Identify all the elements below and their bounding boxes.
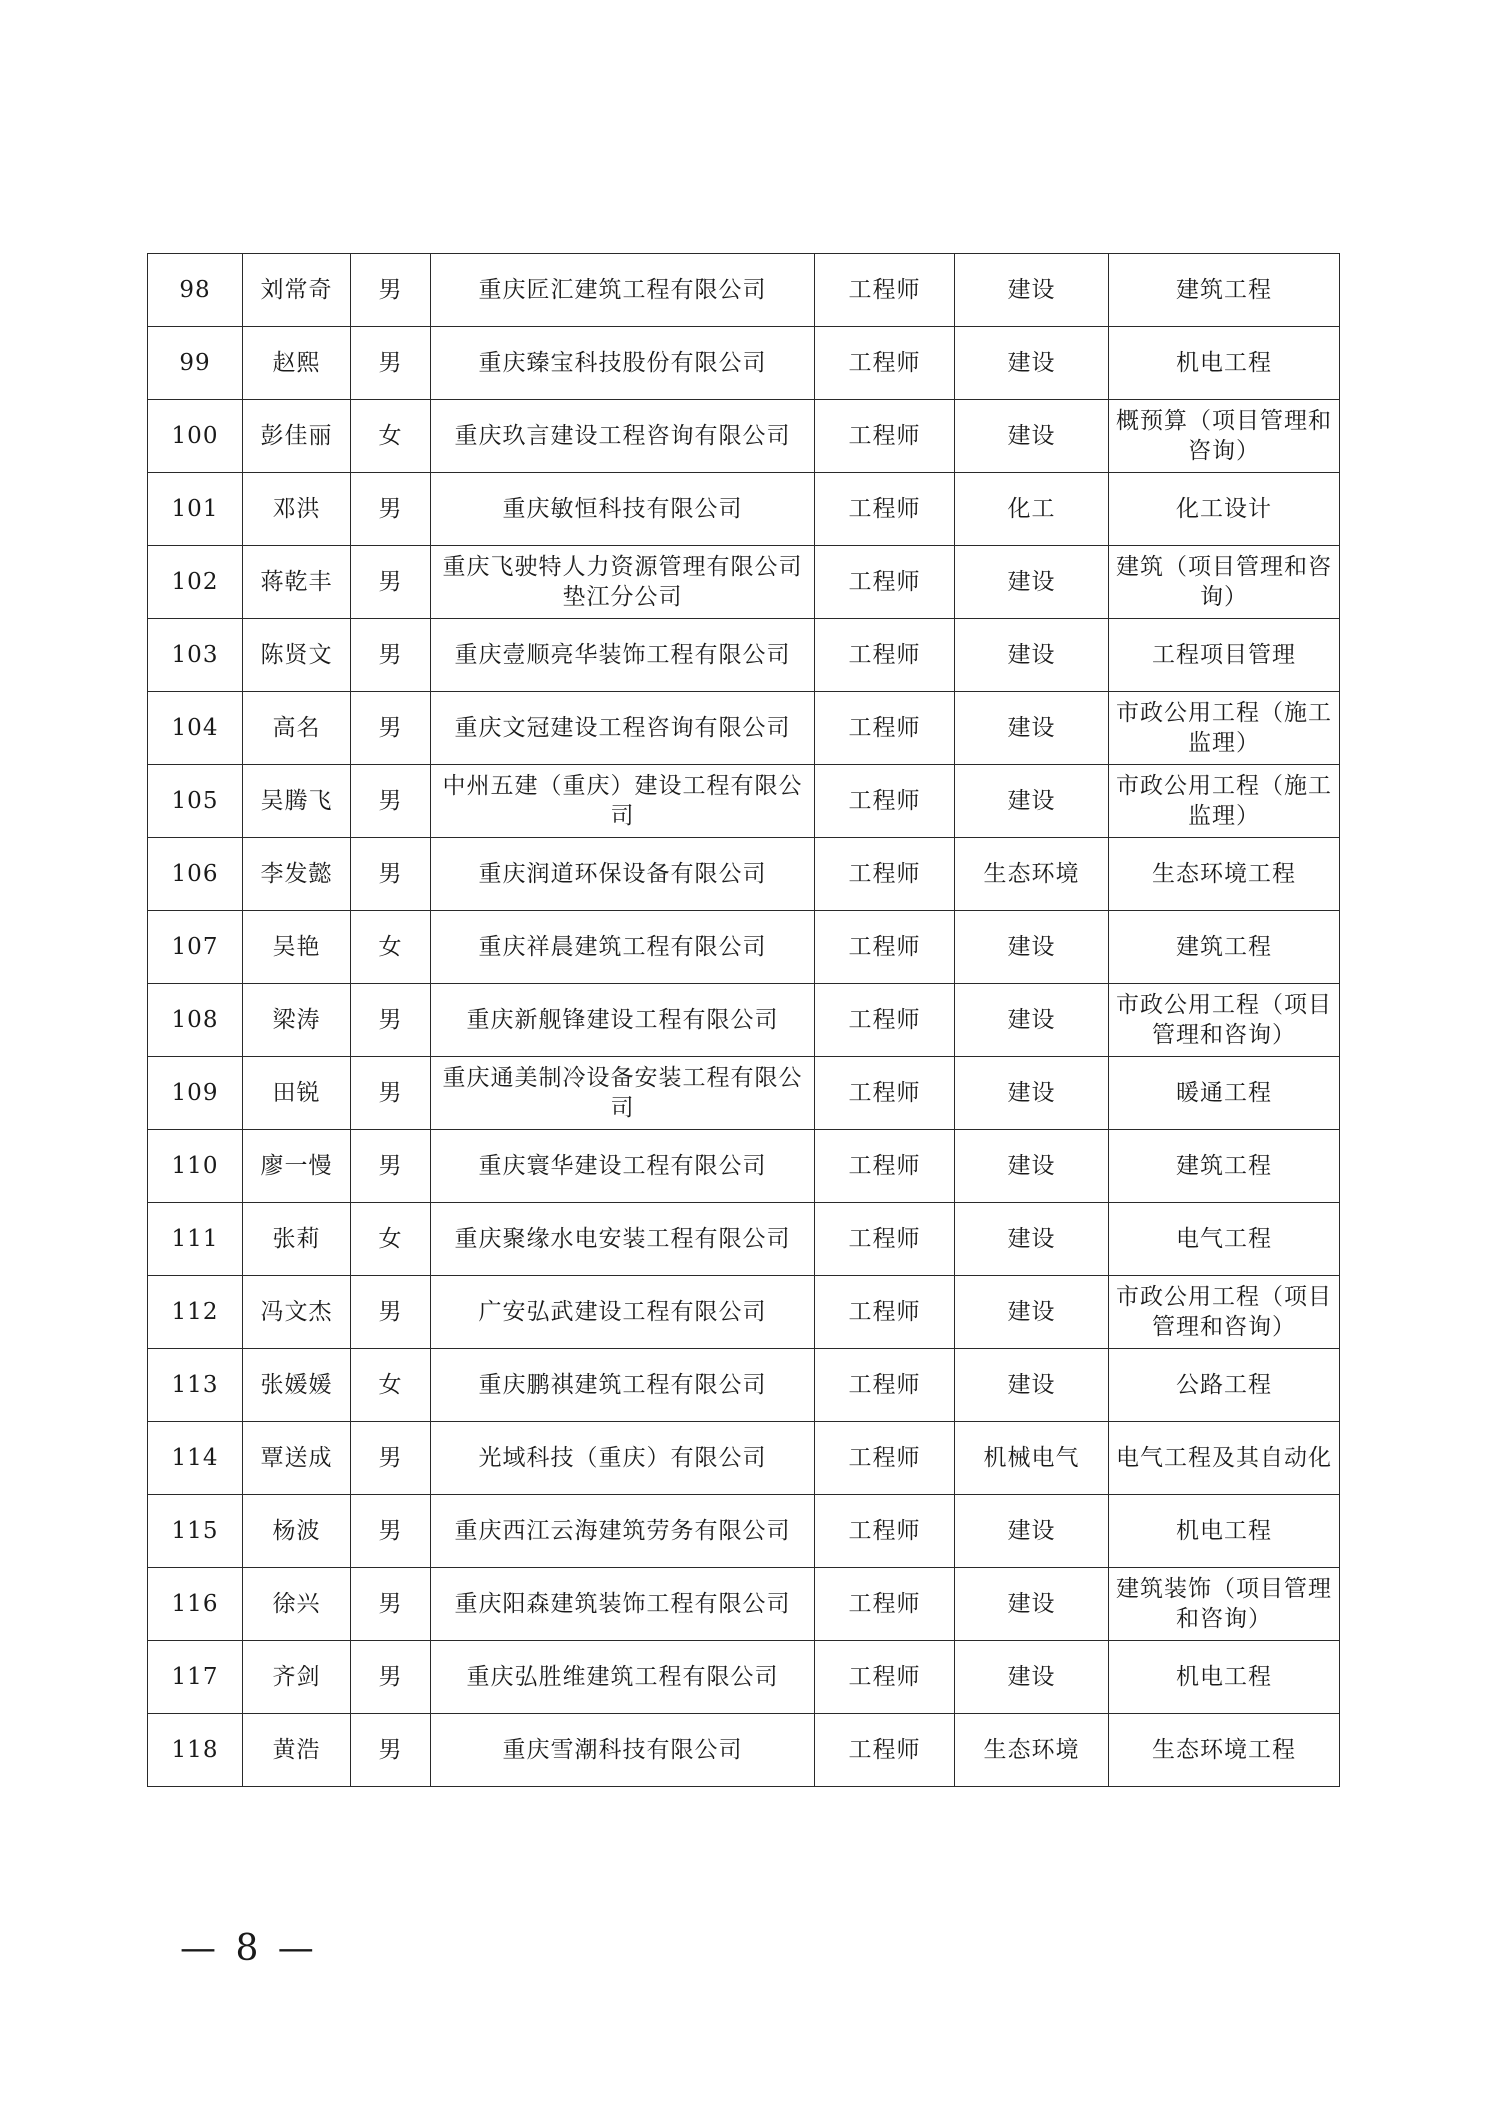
company-name-cell: 重庆壹顺亮华装饰工程有限公司 <box>431 619 815 692</box>
job-title-cell: 工程师 <box>815 911 955 984</box>
table-row <box>148 327 1340 400</box>
field-cell: 建设 <box>955 911 1109 984</box>
gender-cell: 女 <box>351 1349 431 1422</box>
person-name-cell: 吴艳 <box>243 911 351 984</box>
person-name-cell: 齐剑 <box>243 1641 351 1714</box>
person-name-cell: 黄浩 <box>243 1714 351 1787</box>
field-cell: 建设 <box>955 1349 1109 1422</box>
company-name-cell: 重庆弘胜维建筑工程有限公司 <box>431 1641 815 1714</box>
job-title-cell: 工程师 <box>815 400 955 473</box>
person-name-cell: 田锐 <box>243 1057 351 1130</box>
row-number-cell: 113 <box>148 1349 243 1422</box>
person-name-cell: 李发懿 <box>243 838 351 911</box>
table-row <box>148 984 1340 1057</box>
company-name-cell: 重庆阳森建筑装饰工程有限公司 <box>431 1568 815 1641</box>
field-cell: 建设 <box>955 1641 1109 1714</box>
job-title-cell: 工程师 <box>815 1203 955 1276</box>
row-number-cell: 108 <box>148 984 243 1057</box>
job-title-cell: 工程师 <box>815 473 955 546</box>
row-number-cell: 111 <box>148 1203 243 1276</box>
job-title-cell: 工程师 <box>815 838 955 911</box>
table-row <box>148 1422 1340 1495</box>
specialty-cell: 建筑装饰（项目管理和咨询） <box>1109 1568 1340 1641</box>
person-name-cell: 吴腾飞 <box>243 765 351 838</box>
gender-cell: 男 <box>351 473 431 546</box>
person-name-cell: 张莉 <box>243 1203 351 1276</box>
field-cell: 建设 <box>955 692 1109 765</box>
row-number-cell: 112 <box>148 1276 243 1349</box>
gender-cell: 男 <box>351 619 431 692</box>
table-row <box>148 1057 1340 1130</box>
row-number-cell: 104 <box>148 692 243 765</box>
gender-cell: 男 <box>351 1714 431 1787</box>
specialty-cell: 概预算（项目管理和咨询） <box>1109 400 1340 473</box>
company-name-cell: 重庆聚缘水电安装工程有限公司 <box>431 1203 815 1276</box>
company-name-cell: 中州五建（重庆）建设工程有限公司 <box>431 765 815 838</box>
gender-cell: 男 <box>351 838 431 911</box>
table-row <box>148 765 1340 838</box>
gender-cell: 男 <box>351 1422 431 1495</box>
row-number-cell: 117 <box>148 1641 243 1714</box>
company-name-cell: 重庆祥晨建筑工程有限公司 <box>431 911 815 984</box>
table-row <box>148 1349 1340 1422</box>
gender-cell: 男 <box>351 1568 431 1641</box>
person-name-cell: 蒋乾丰 <box>243 546 351 619</box>
company-name-cell: 重庆玖言建设工程咨询有限公司 <box>431 400 815 473</box>
person-name-cell: 梁涛 <box>243 984 351 1057</box>
person-name-cell: 徐兴 <box>243 1568 351 1641</box>
row-number-cell: 114 <box>148 1422 243 1495</box>
table-row <box>148 1203 1340 1276</box>
page-number: — 8 — <box>180 1928 318 1969</box>
table-row <box>148 1276 1340 1349</box>
gender-cell: 男 <box>351 1276 431 1349</box>
table-row <box>148 1495 1340 1568</box>
job-title-cell: 工程师 <box>815 1349 955 1422</box>
person-name-cell: 廖一慢 <box>243 1130 351 1203</box>
job-title-cell: 工程师 <box>815 254 955 327</box>
field-cell: 建设 <box>955 1057 1109 1130</box>
specialty-cell: 机电工程 <box>1109 1495 1340 1568</box>
job-title-cell: 工程师 <box>815 327 955 400</box>
gender-cell: 男 <box>351 327 431 400</box>
field-cell: 建设 <box>955 1203 1109 1276</box>
gender-cell: 男 <box>351 1057 431 1130</box>
row-number-cell: 118 <box>148 1714 243 1787</box>
person-name-cell: 赵熙 <box>243 327 351 400</box>
row-number-cell: 100 <box>148 400 243 473</box>
row-number-cell: 107 <box>148 911 243 984</box>
company-name-cell: 重庆鹏祺建筑工程有限公司 <box>431 1349 815 1422</box>
gender-cell: 男 <box>351 1130 431 1203</box>
person-name-cell: 覃送成 <box>243 1422 351 1495</box>
company-name-cell: 重庆西江云海建筑劳务有限公司 <box>431 1495 815 1568</box>
specialty-cell: 生态环境工程 <box>1109 1714 1340 1787</box>
job-title-cell: 工程师 <box>815 1495 955 1568</box>
specialty-cell: 暖通工程 <box>1109 1057 1340 1130</box>
field-cell: 化工 <box>955 473 1109 546</box>
company-name-cell: 重庆臻宝科技股份有限公司 <box>431 327 815 400</box>
gender-cell: 女 <box>351 911 431 984</box>
roster-table <box>147 253 1340 1787</box>
table-row <box>148 1641 1340 1714</box>
person-name-cell: 冯文杰 <box>243 1276 351 1349</box>
job-title-cell: 工程师 <box>815 546 955 619</box>
specialty-cell: 电气工程及其自动化 <box>1109 1422 1340 1495</box>
person-name-cell: 高名 <box>243 692 351 765</box>
gender-cell: 男 <box>351 254 431 327</box>
job-title-cell: 工程师 <box>815 692 955 765</box>
specialty-cell: 电气工程 <box>1109 1203 1340 1276</box>
field-cell: 建设 <box>955 984 1109 1057</box>
field-cell: 机械电气 <box>955 1422 1109 1495</box>
row-number-cell: 101 <box>148 473 243 546</box>
person-name-cell: 邓洪 <box>243 473 351 546</box>
field-cell: 建设 <box>955 546 1109 619</box>
person-name-cell: 彭佳丽 <box>243 400 351 473</box>
row-number-cell: 115 <box>148 1495 243 1568</box>
company-name-cell: 重庆飞驶特人力资源管理有限公司垫江分公司 <box>431 546 815 619</box>
field-cell: 建设 <box>955 765 1109 838</box>
company-name-cell: 重庆敏恒科技有限公司 <box>431 473 815 546</box>
table-row <box>148 473 1340 546</box>
table-row <box>148 838 1340 911</box>
company-name-cell: 重庆润道环保设备有限公司 <box>431 838 815 911</box>
table-row <box>148 546 1340 619</box>
row-number-cell: 98 <box>148 254 243 327</box>
gender-cell: 男 <box>351 546 431 619</box>
person-name-cell: 刘常奇 <box>243 254 351 327</box>
job-title-cell: 工程师 <box>815 1568 955 1641</box>
company-name-cell: 重庆通美制冷设备安装工程有限公司 <box>431 1057 815 1130</box>
specialty-cell: 市政公用工程（施工监理） <box>1109 765 1340 838</box>
gender-cell: 女 <box>351 400 431 473</box>
field-cell: 生态环境 <box>955 1714 1109 1787</box>
specialty-cell: 公路工程 <box>1109 1349 1340 1422</box>
field-cell: 建设 <box>955 1495 1109 1568</box>
field-cell: 建设 <box>955 619 1109 692</box>
row-number-cell: 109 <box>148 1057 243 1130</box>
row-number-cell: 105 <box>148 765 243 838</box>
table-row <box>148 1130 1340 1203</box>
specialty-cell: 市政公用工程（项目管理和咨询） <box>1109 984 1340 1057</box>
gender-cell: 男 <box>351 1641 431 1714</box>
field-cell: 生态环境 <box>955 838 1109 911</box>
job-title-cell: 工程师 <box>815 1130 955 1203</box>
person-name-cell: 杨波 <box>243 1495 351 1568</box>
company-name-cell: 重庆文冠建设工程咨询有限公司 <box>431 692 815 765</box>
field-cell: 建设 <box>955 400 1109 473</box>
table-row <box>148 911 1340 984</box>
specialty-cell: 生态环境工程 <box>1109 838 1340 911</box>
specialty-cell: 机电工程 <box>1109 1641 1340 1714</box>
field-cell: 建设 <box>955 1130 1109 1203</box>
company-name-cell: 光域科技（重庆）有限公司 <box>431 1422 815 1495</box>
row-number-cell: 116 <box>148 1568 243 1641</box>
job-title-cell: 工程师 <box>815 984 955 1057</box>
gender-cell: 男 <box>351 1495 431 1568</box>
specialty-cell: 建筑工程 <box>1109 254 1340 327</box>
specialty-cell: 工程项目管理 <box>1109 619 1340 692</box>
row-number-cell: 99 <box>148 327 243 400</box>
table-row <box>148 254 1340 327</box>
job-title-cell: 工程师 <box>815 1641 955 1714</box>
gender-cell: 男 <box>351 692 431 765</box>
specialty-cell: 市政公用工程（施工监理） <box>1109 692 1340 765</box>
field-cell: 建设 <box>955 327 1109 400</box>
company-name-cell: 重庆匠汇建筑工程有限公司 <box>431 254 815 327</box>
table-row <box>148 1714 1340 1787</box>
row-number-cell: 106 <box>148 838 243 911</box>
table-row <box>148 1568 1340 1641</box>
job-title-cell: 工程师 <box>815 1714 955 1787</box>
job-title-cell: 工程师 <box>815 619 955 692</box>
gender-cell: 男 <box>351 984 431 1057</box>
table-row <box>148 619 1340 692</box>
company-name-cell: 重庆新舰锋建设工程有限公司 <box>431 984 815 1057</box>
roster-body <box>148 254 1340 1787</box>
row-number-cell: 103 <box>148 619 243 692</box>
company-name-cell: 广安弘武建设工程有限公司 <box>431 1276 815 1349</box>
specialty-cell: 市政公用工程（项目管理和咨询） <box>1109 1276 1340 1349</box>
field-cell: 建设 <box>955 1276 1109 1349</box>
field-cell: 建设 <box>955 254 1109 327</box>
person-name-cell: 陈贤文 <box>243 619 351 692</box>
gender-cell: 男 <box>351 765 431 838</box>
job-title-cell: 工程师 <box>815 1276 955 1349</box>
specialty-cell: 建筑工程 <box>1109 911 1340 984</box>
company-name-cell: 重庆寰华建设工程有限公司 <box>431 1130 815 1203</box>
specialty-cell: 化工设计 <box>1109 473 1340 546</box>
company-name-cell: 重庆雪潮科技有限公司 <box>431 1714 815 1787</box>
row-number-cell: 102 <box>148 546 243 619</box>
job-title-cell: 工程师 <box>815 1422 955 1495</box>
person-name-cell: 张媛媛 <box>243 1349 351 1422</box>
field-cell: 建设 <box>955 1568 1109 1641</box>
specialty-cell: 机电工程 <box>1109 327 1340 400</box>
table-row <box>148 400 1340 473</box>
specialty-cell: 建筑（项目管理和咨询） <box>1109 546 1340 619</box>
table-row <box>148 692 1340 765</box>
specialty-cell: 建筑工程 <box>1109 1130 1340 1203</box>
row-number-cell: 110 <box>148 1130 243 1203</box>
job-title-cell: 工程师 <box>815 765 955 838</box>
job-title-cell: 工程师 <box>815 1057 955 1130</box>
gender-cell: 女 <box>351 1203 431 1276</box>
